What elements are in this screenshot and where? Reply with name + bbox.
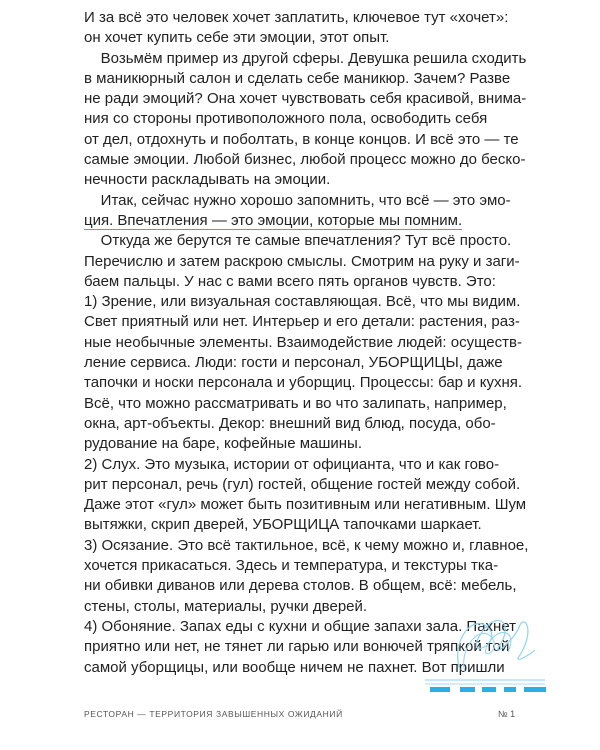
body-line: Даже этот «гул» может быть позитивным или негативным. Шум (84, 496, 527, 514)
body-text (84, 8, 529, 678)
body-line: от дел, отдохнуть и поболтать, в конце концов. И всё это — те (84, 130, 519, 148)
body-line: не ради эмоций? Она хочет чувствовать себя красивой, внима- (84, 90, 527, 108)
body-line: самые эмоции. Любой бизнес, любой процесс можно до беско- (84, 151, 526, 169)
running-title: РЕСТОРАН — ТЕРРИТОРИЯ ЗАВЫШЕННЫХ ОЖИДАНИЙ (84, 709, 343, 719)
body-line: Возьмём пример из другой сферы. Девушка решила сходить (84, 49, 527, 67)
body-line: окна, арт-объекты. Декор: внешний вид блюд, посуда, обо- (84, 414, 496, 432)
body-line: ния со стороны противоположного пола, освободить себя (84, 110, 488, 128)
body-line: нечности раскладывать на эмоции. (84, 171, 331, 189)
underlined-definition: ция. Впечатления — это эмоции, которые мы помним. (84, 211, 463, 229)
body-line: И за всё это человек хочет заплатить, ключевое тут «хочет»: (84, 9, 509, 26)
body-line: Всё, что можно рассматривать и во что залипать, например, (84, 394, 507, 412)
body-line: вытяжки, скрип дверей, УБОРЩИЦА тапочками шаркает. (84, 516, 482, 534)
decorative-doodle-icon (420, 600, 550, 700)
body-line: он хочет купить себе эти эмоции, этот опыт. (84, 29, 390, 47)
body-line: рит персонал, речь (гул) гостей, общение гостей между собой. (84, 475, 521, 493)
body-line: 1) Зрение, или визуальная составляющая. Всё, что мы видим. (84, 293, 521, 311)
body-line: приятно или нет, не тянет ли гарью или вонючей тряпкой той (84, 638, 510, 656)
body-line: баем пальцы. У нас с вами всего пять органов чувств. Это: (84, 272, 496, 290)
body-line: хочется прикасаться. Здесь и температура, и текстуры тка- (84, 557, 499, 575)
body-line: Итак, сейчас нужно хорошо запомнить, что всё — это эмо- (84, 191, 511, 209)
body-line: 4) Обоняние. Запах еды с кухни и общие запахи зала. Пахнет (84, 617, 517, 635)
body-line: 3) Осязание. Это всё тактильное, всё, к чему можно и, главное, (84, 536, 529, 554)
body-line: тапочки и носки персонала и уборщиц. Процессы: бар и кухня. (84, 374, 523, 392)
body-line: стены, столы, материалы, ручки дверей. (84, 597, 368, 615)
page-number: № 1 (498, 709, 516, 719)
body-line: в маникюрный салон и сделать себе маникюр. Зачем? Разве (84, 69, 511, 87)
body-line: ление сервиса. Люди: гости и персонал, УБОРЩИЦЫ, даже (84, 354, 503, 372)
body-line: ные необычные элементы. Взаимодействие людей: осуществ- (84, 333, 522, 351)
body-line-highlight (84, 211, 514, 231)
body-line: рудование на баре, кофейные машины. (84, 435, 362, 453)
body-line: ни обивки диванов или дерева столов. В общем, всё: мебель, (84, 577, 517, 595)
body-line: самой уборщицы, или вообще ничем не пахнет. Вот пришли (84, 658, 505, 676)
body-line: Свет приятный или нет. Интерьер и его детали: растения, раз- (84, 313, 520, 331)
body-line: Откуда же берутся те самые впечатления? Тут всё просто. (84, 232, 512, 250)
body-line: Перечислю и затем раскрою смыслы. Смотрим на руку и заги- (84, 252, 520, 270)
body-line: 2) Слух. Это музыка, истории от официанта, что и как гово- (84, 455, 500, 473)
